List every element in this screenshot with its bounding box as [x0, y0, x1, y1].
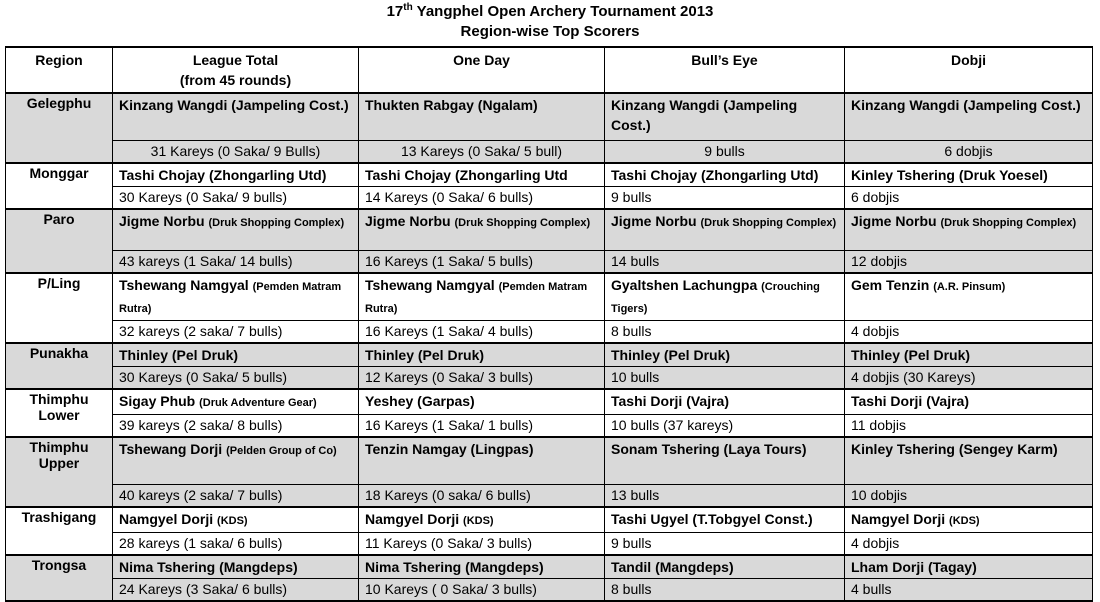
- scorer-team: (Pemden Matram Rutra): [119, 281, 342, 315]
- scorer-name: Kinzang Wangdi (Jampeling Cost.): [851, 97, 1081, 113]
- scorer-name: Tashi Dorji (Vajra): [611, 393, 729, 409]
- one-day-scorer-cell: [359, 93, 605, 141]
- scorer-name: Tenzin Namgay (Lingpas): [365, 441, 534, 457]
- scorer-name: Tshewang Dorji: [119, 441, 223, 457]
- scorer-name: Nima Tshering (Mangdeps): [365, 559, 544, 575]
- dobji-scorer-cell: [845, 209, 1093, 251]
- region-cell: Trongsa: [6, 555, 113, 601]
- region-cell: Gelegphu: [6, 93, 113, 163]
- scorer-name: Thinley (Pel Druk): [365, 347, 485, 363]
- scorer-name: Nima Tshering (Mangdeps): [119, 559, 298, 575]
- scorer-name: Kinzang Wangdi (Jampeling Cost.): [611, 97, 798, 133]
- table-row: [6, 141, 1093, 164]
- top-scorers-table: [5, 46, 1093, 602]
- header-one-day: One Day: [359, 47, 605, 93]
- scorer-name: Jigme Norbu: [365, 213, 451, 229]
- league-total-scorer-cell: [113, 507, 359, 533]
- dobji-score-cell: 4 bulls: [845, 579, 1093, 602]
- scorer-name: Lham Dorji (Tagay): [851, 559, 977, 575]
- league-total-scorer-cell: [113, 93, 359, 141]
- table-row: [6, 507, 1093, 533]
- scorer-name: Tashi Dorji (Vajra): [851, 393, 969, 409]
- one-day-score-cell: 16 Kareys (1 Saka/ 1 bulls): [359, 415, 605, 438]
- bulls-eye-score-cell: 10 bulls: [605, 367, 845, 390]
- league-total-score-cell: 31 Kareys (0 Saka/ 9 Bulls): [113, 141, 359, 164]
- table-row: [6, 321, 1093, 344]
- dobji-score-cell: 12 dobjis: [845, 251, 1093, 274]
- header-bulls-eye: Bull’s Eye: [605, 47, 845, 93]
- scorer-name: Tashi Chojay (Zhongarling Utd): [611, 167, 819, 183]
- header-row: [6, 47, 1093, 93]
- region-cell: Paro: [6, 209, 113, 273]
- scorer-name: Thukten Rabgay (Ngalam): [365, 97, 538, 113]
- document-title: [0, 0, 1100, 46]
- dobji-score-cell: 6 dobjis: [845, 141, 1093, 164]
- bulls-eye-scorer-cell: [605, 437, 845, 485]
- scorer-name: Sigay Phub: [119, 393, 196, 409]
- dobji-score-cell: 4 dobjis: [845, 533, 1093, 556]
- scorer-team: (KDS): [463, 515, 494, 527]
- league-total-score-cell: 30 Kareys (0 Saka/ 5 bulls): [113, 367, 359, 390]
- header-region: Region: [6, 47, 113, 93]
- edition-suffix: th: [403, 2, 413, 13]
- table-row: [6, 533, 1093, 556]
- region-cell: Monggar: [6, 163, 113, 209]
- table-row: [6, 209, 1093, 251]
- table-row: [6, 273, 1093, 321]
- one-day-scorer-cell: [359, 389, 605, 415]
- bulls-eye-scorer-cell: [605, 343, 845, 367]
- table-row: [6, 367, 1093, 390]
- dobji-scorer-cell: [845, 507, 1093, 533]
- bulls-eye-score-cell: 9 bulls: [605, 141, 845, 164]
- scorer-name: Thinley (Pel Druk): [611, 347, 731, 363]
- bulls-eye-score-cell: 9 bulls: [605, 533, 845, 556]
- tournament-title: [0, 2, 1100, 22]
- scorer-name: Tshewang Namgyal: [365, 277, 495, 293]
- league-total-scorer-cell: [113, 209, 359, 251]
- bulls-eye-score-cell: 8 bulls: [605, 579, 845, 602]
- scorer-team: (Pemden Matram Rutra): [365, 281, 588, 315]
- scorer-name: Yeshey (Garpas): [365, 393, 475, 409]
- one-day-score-cell: 13 Kareys (0 Saka/ 5 bull): [359, 141, 605, 164]
- league-total-scorer-cell: [113, 163, 359, 187]
- scorer-name: Jigme Norbu: [851, 213, 937, 229]
- dobji-score-cell: 4 dobjis (30 Kareys): [845, 367, 1093, 390]
- league-total-score-cell: 40 kareys (2 saka/ 7 bulls): [113, 485, 359, 508]
- one-day-score-cell: 11 Kareys (0 Saka/ 3 bulls): [359, 533, 605, 556]
- scorer-name: Thinley (Pel Druk): [119, 347, 239, 363]
- bulls-eye-score-cell: 8 bulls: [605, 321, 845, 344]
- scorer-name: Kinzang Wangdi (Jampeling Cost.): [119, 97, 349, 113]
- league-total-score-cell: 24 Kareys (3 Saka/ 6 bulls): [113, 579, 359, 602]
- scorer-name: Tshewang Namgyal: [119, 277, 249, 293]
- edition-number: 17: [386, 3, 404, 20]
- scorer-name: Jigme Norbu: [611, 213, 697, 229]
- region-cell: Trashigang: [6, 507, 113, 555]
- scorer-name: Namgyel Dorji: [119, 511, 214, 527]
- scorer-team: (Druk Shopping Complex): [700, 217, 837, 229]
- region-cell: Thimphu Lower: [6, 389, 113, 437]
- scorer-team: (KDS): [949, 515, 980, 527]
- bulls-eye-scorer-cell: [605, 389, 845, 415]
- league-total-scorer-cell: [113, 273, 359, 321]
- scorer-name: Namgyel Dorji: [365, 511, 460, 527]
- scorer-name: Thinley (Pel Druk): [851, 347, 971, 363]
- one-day-score-cell: 16 Kareys (1 Saka/ 5 bulls): [359, 251, 605, 274]
- bulls-eye-score-cell: 13 bulls: [605, 485, 845, 508]
- scorer-name: Namgyel Dorji: [851, 511, 946, 527]
- one-day-scorer-cell: [359, 343, 605, 367]
- scorer-team: (Druk Adventure Gear): [199, 397, 317, 409]
- header-league-total: [113, 47, 359, 93]
- table-row: [6, 389, 1093, 415]
- scorer-name: Tashi Chojay (Zhongarling Utd: [365, 167, 568, 183]
- one-day-scorer-cell: [359, 273, 605, 321]
- table-row: [6, 555, 1093, 579]
- table-row: [6, 485, 1093, 508]
- scorer-name: Kinley Tshering (Druk Yoesel): [851, 167, 1048, 183]
- league-total-scorer-cell: [113, 389, 359, 415]
- table-row: [6, 163, 1093, 187]
- scorer-team: (KDS): [217, 515, 248, 527]
- bulls-eye-score-cell: 9 bulls: [605, 187, 845, 210]
- bulls-eye-scorer-cell: [605, 209, 845, 251]
- header-dobji: Dobji: [845, 47, 1093, 93]
- one-day-scorer-cell: [359, 507, 605, 533]
- region-cell: Punakha: [6, 343, 113, 389]
- one-day-score-cell: 16 Kareys (1 Saka/ 4 bulls): [359, 321, 605, 344]
- scorer-team: (A.R. Pinsum): [933, 281, 1006, 293]
- tournament-subtitle: Region-wise Top Scorers: [460, 23, 640, 40]
- scorer-team: (Crouching Tigers): [611, 281, 820, 315]
- scorer-name: Gyaltshen Lachungpa: [611, 277, 758, 293]
- bulls-eye-scorer-cell: [605, 163, 845, 187]
- league-total-scorer-cell: [113, 555, 359, 579]
- dobji-scorer-cell: [845, 555, 1093, 579]
- dobji-score-cell: 10 dobjis: [845, 485, 1093, 508]
- scorer-name: Kinley Tshering (Sengey Karm): [851, 441, 1058, 457]
- one-day-scorer-cell: [359, 437, 605, 485]
- table-row: [6, 343, 1093, 367]
- league-total-score-cell: 28 kareys (1 saka/ 6 bulls): [113, 533, 359, 556]
- scorer-name: Tandil (Mangdeps): [611, 559, 734, 575]
- scorer-team: (Druk Shopping Complex): [208, 217, 345, 229]
- scorer-name: Sonam Tshering (Laya Tours): [611, 441, 807, 457]
- one-day-scorer-cell: [359, 555, 605, 579]
- header-league-line2: (from 45 rounds): [179, 72, 292, 88]
- dobji-scorer-cell: [845, 273, 1093, 321]
- one-day-scorer-cell: [359, 163, 605, 187]
- league-total-score-cell: 30 Kareys (0 Saka/ 9 bulls): [113, 187, 359, 210]
- dobji-scorer-cell: [845, 343, 1093, 367]
- dobji-scorer-cell: [845, 389, 1093, 415]
- header-league-line1: League Total: [192, 52, 279, 68]
- table-row: [6, 579, 1093, 602]
- league-total-scorer-cell: [113, 343, 359, 367]
- dobji-score-cell: 11 dobjis: [845, 415, 1093, 438]
- bulls-eye-score-cell: 14 bulls: [605, 251, 845, 274]
- table-row: [6, 251, 1093, 274]
- scorer-team: (Druk Shopping Complex): [454, 217, 591, 229]
- one-day-score-cell: 18 Kareys (0 saka/ 6 bulls): [359, 485, 605, 508]
- bulls-eye-score-cell: 10 bulls (37 kareys): [605, 415, 845, 438]
- scorer-name: Tashi Ugyel (T.Tobgyel Const.): [611, 511, 813, 527]
- scorer-team: (Druk Shopping Complex): [940, 217, 1077, 229]
- dobji-scorer-cell: [845, 437, 1093, 485]
- scorer-name: Gem Tenzin: [851, 277, 930, 293]
- dobji-score-cell: 4 dobjis: [845, 321, 1093, 344]
- tournament-name: Yangphel Open Archery Tournament 2013: [416, 3, 714, 20]
- bulls-eye-scorer-cell: [605, 507, 845, 533]
- bulls-eye-scorer-cell: [605, 555, 845, 579]
- region-cell: P/Ling: [6, 273, 113, 343]
- scorer-name: Tashi Chojay (Zhongarling Utd): [119, 167, 327, 183]
- region-cell: Thimphu Upper: [6, 437, 113, 507]
- dobji-scorer-cell: [845, 93, 1093, 141]
- table-row: [6, 187, 1093, 210]
- table-body: [6, 93, 1093, 601]
- scorer-name: Jigme Norbu: [119, 213, 205, 229]
- table-row: [6, 93, 1093, 141]
- league-total-scorer-cell: [113, 437, 359, 485]
- one-day-score-cell: 12 Kareys (0 Saka/ 3 bulls): [359, 367, 605, 390]
- table-row: [6, 437, 1093, 485]
- bulls-eye-scorer-cell: [605, 93, 845, 141]
- one-day-score-cell: 14 Kareys (0 Saka/ 6 bulls): [359, 187, 605, 210]
- league-total-score-cell: 32 kareys (2 saka/ 7 bulls): [113, 321, 359, 344]
- dobji-score-cell: 6 dobjis: [845, 187, 1093, 210]
- one-day-score-cell: 10 Kareys ( 0 Saka/ 3 bulls): [359, 579, 605, 602]
- league-total-score-cell: 43 kareys (1 Saka/ 14 bulls): [113, 251, 359, 274]
- scorer-team: (Pelden Group of Co): [226, 445, 337, 457]
- bulls-eye-scorer-cell: [605, 273, 845, 321]
- dobji-scorer-cell: [845, 163, 1093, 187]
- one-day-scorer-cell: [359, 209, 605, 251]
- league-total-score-cell: 39 kareys (2 saka/ 8 bulls): [113, 415, 359, 438]
- table-row: [6, 415, 1093, 438]
